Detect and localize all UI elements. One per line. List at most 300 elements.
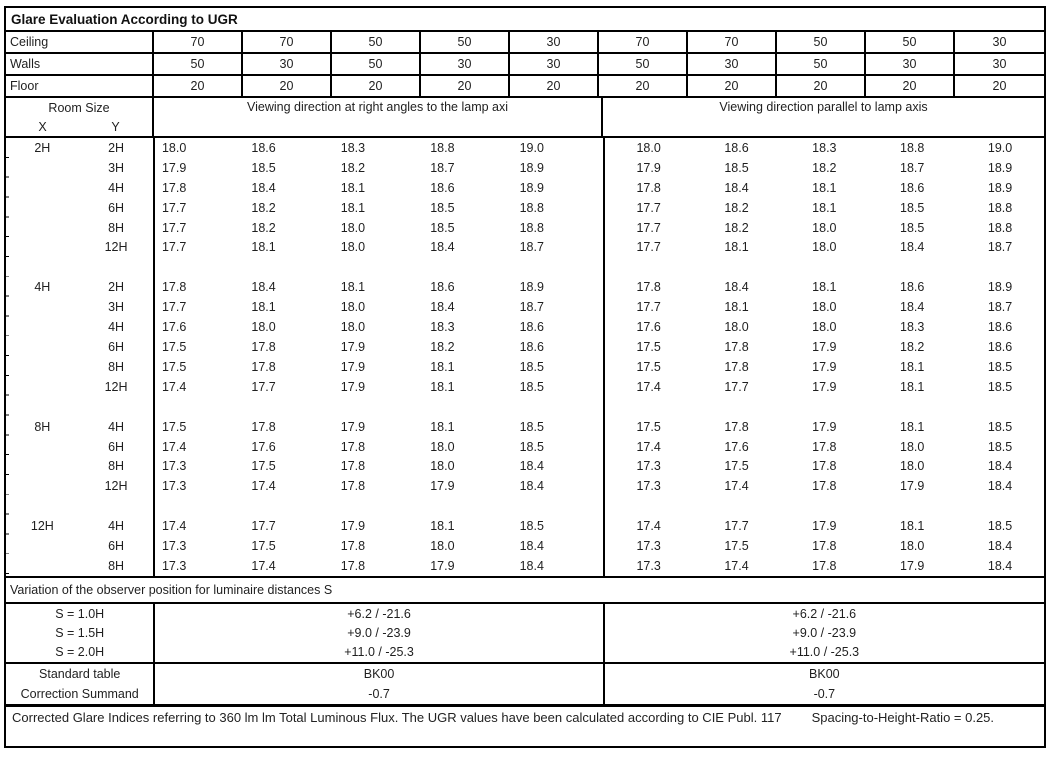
ugr-value: 18.4 [519, 479, 544, 494]
ugr-value: 18.6 [900, 180, 925, 195]
surface-label: Ceiling [6, 32, 154, 52]
ugr-value: 17.4 [724, 558, 749, 573]
ugr-values-right-angles [155, 198, 604, 218]
ugr-values-parallel [605, 198, 1044, 218]
ugr-values-right-angles [155, 457, 604, 477]
ugr-value: 18.5 [430, 220, 455, 235]
ugr-value: 18.0 [340, 220, 366, 235]
ugr-value: 18.0 [900, 459, 925, 474]
ugr-value: 17.5 [636, 340, 661, 355]
room-size-y: 4H [79, 317, 156, 337]
variation-value-right-angles: +9.0 / -23.9 [155, 623, 604, 642]
ugr-value: 17.8 [251, 419, 276, 434]
ugr-values-right-angles [155, 257, 604, 277]
ugr-value: 18.4 [519, 558, 544, 573]
summary-value-right-angles: -0.7 [155, 684, 604, 704]
ugr-value: 17.9 [812, 379, 837, 394]
ugr-value: 18.0 [900, 439, 925, 454]
ugr-value: 18.9 [987, 160, 1013, 175]
ugr-value: 18.2 [340, 160, 366, 175]
ugr-values-right-angles [155, 337, 604, 357]
room-size-label: Room Size [48, 100, 110, 115]
surface-value: 50 [777, 32, 866, 52]
ugr-value [398, 496, 487, 516]
observer-distance-row [6, 643, 1044, 662]
room-size-x: 4H [34, 280, 51, 295]
ugr-values-parallel [605, 158, 1044, 178]
ugr-value [693, 257, 781, 277]
ugr-value: 17.7 [161, 200, 187, 215]
ugr-value: 17.3 [636, 459, 661, 474]
ugr-value: 18.0 [812, 220, 837, 235]
ugr-value: 18.1 [340, 200, 366, 215]
ugr-value: 17.8 [340, 479, 366, 494]
ugr-values-right-angles [155, 397, 604, 417]
ugr-value [129, 257, 218, 277]
ugr-values-parallel [605, 476, 1044, 496]
ugr-value: 18.1 [812, 280, 837, 295]
surface-value: 50 [866, 32, 955, 52]
distance-label: S = 1.0H [6, 604, 155, 623]
surface-value: 30 [510, 32, 599, 52]
room-size-x [6, 536, 79, 556]
ugr-value: 18.8 [430, 140, 455, 155]
ugr-value [956, 397, 1044, 417]
ugr-value: 17.6 [724, 439, 749, 454]
ugr-table-row [6, 437, 1044, 457]
ugr-value: 18.1 [900, 419, 925, 434]
summary-label: Standard table [6, 664, 155, 684]
ugr-table-row [6, 158, 1044, 178]
ugr-value: 17.7 [251, 379, 276, 394]
ugr-value: 17.9 [430, 479, 455, 494]
ugr-value: 18.9 [519, 160, 544, 175]
room-size-y: 3H [79, 297, 156, 317]
ugr-value: 18.2 [724, 200, 749, 215]
room-size-x [6, 317, 79, 337]
room-size-x [6, 457, 79, 477]
ugr-value: 18.4 [987, 479, 1013, 494]
ugr-value: 18.3 [900, 320, 925, 335]
ugr-value: 19.0 [519, 140, 544, 155]
ugr-value [605, 257, 693, 277]
ugr-value [219, 257, 308, 277]
ugr-value: 18.1 [430, 379, 455, 394]
ugr-values-right-angles [155, 357, 604, 377]
surface-value: 20 [992, 79, 1007, 93]
ugr-value: 17.8 [161, 280, 187, 295]
distance-label: S = 1.5H [6, 623, 155, 642]
room-size-y: 3H [79, 158, 156, 178]
ugr-value: 18.6 [987, 320, 1013, 335]
ugr-values-parallel [605, 277, 1044, 297]
summary-row [6, 684, 1044, 704]
room-size-x [6, 377, 79, 397]
surface-value: 70 [243, 32, 332, 52]
ugr-value: 17.4 [636, 519, 661, 534]
ugr-values-right-angles [155, 437, 604, 457]
ugr-value: 18.5 [987, 519, 1013, 534]
ugr-value [605, 496, 693, 516]
ugr-value: 18.7 [987, 240, 1013, 255]
ugr-value: 17.8 [812, 479, 837, 494]
ugr-value: 17.5 [724, 539, 749, 554]
ugr-values-parallel [605, 536, 1044, 556]
surface-value: 20 [777, 76, 866, 96]
footer-text: Corrected Glare Indices referring to 360 lm lm Total Luminous Flux. The UGR values have been calculated according to CIE Publ. 117 [12, 710, 782, 725]
ugr-table-row [6, 516, 1044, 536]
ugr-value: 17.7 [636, 240, 661, 255]
ugr-value: 17.4 [161, 379, 187, 394]
ugr-value: 17.5 [724, 459, 749, 474]
ugr-table-row [6, 457, 1044, 477]
surface-value: 70 [688, 32, 777, 52]
ugr-value: 18.4 [987, 558, 1013, 573]
ugr-table-row [6, 337, 1044, 357]
surface-value: 70 [154, 32, 243, 52]
ugr-value: 18.3 [812, 140, 837, 155]
ugr-values-right-angles [155, 277, 604, 297]
ugr-value: 18.1 [430, 419, 455, 434]
ugr-value: 17.3 [161, 459, 187, 474]
room-size-x [6, 437, 79, 457]
ugr-value: 18.9 [987, 180, 1013, 195]
ugr-value: 17.3 [636, 539, 661, 554]
ugr-value: 18.6 [251, 140, 276, 155]
y-column-label: Y [111, 119, 120, 134]
room-size-y: 6H [79, 437, 156, 457]
ugr-value [487, 496, 576, 516]
room-size-x [6, 337, 79, 357]
ugr-value [129, 496, 218, 516]
ugr-value: 17.8 [340, 439, 366, 454]
ugr-values-parallel [605, 138, 1044, 158]
room-size-y: 12H [79, 238, 156, 258]
surface-value: 20 [421, 76, 510, 96]
room-size-y: 4H [79, 516, 156, 536]
room-size-x [6, 556, 79, 576]
ugr-value: 18.1 [900, 379, 925, 394]
ugr-value: 18.5 [519, 419, 544, 434]
ugr-value [398, 257, 487, 277]
observer-distance-table [6, 604, 1044, 664]
ugr-values-parallel [605, 556, 1044, 576]
ugr-values-parallel [605, 437, 1044, 457]
variation-value-right-angles: +6.2 / -21.6 [155, 604, 604, 623]
ugr-value: 18.8 [519, 200, 544, 215]
ugr-value [780, 496, 868, 516]
ugr-value: 19.0 [987, 140, 1013, 155]
ugr-value: 17.9 [340, 340, 366, 355]
ugr-value: 17.4 [636, 439, 661, 454]
ugr-value: 17.4 [251, 479, 276, 494]
surface-value: 20 [510, 76, 599, 96]
ugr-value: 17.8 [724, 359, 749, 374]
ugr-table-row [6, 178, 1044, 198]
ugr-value [780, 397, 868, 417]
room-size-x: 8H [34, 419, 51, 434]
ugr-value: 18.5 [900, 220, 925, 235]
surface-value: 50 [777, 54, 866, 74]
ugr-value: 18.1 [724, 300, 749, 315]
room-size-y: 6H [79, 198, 156, 218]
ugr-value: 18.6 [430, 180, 455, 195]
ugr-value: 18.0 [724, 320, 749, 335]
variation-section-title: Variation of the observer position for luminaire distances S [6, 578, 1044, 604]
ugr-value: 17.9 [812, 419, 837, 434]
room-size-x [6, 158, 79, 178]
ugr-value: 18.5 [519, 439, 544, 454]
surface-value: 30 [243, 54, 332, 74]
ugr-value: 17.8 [636, 280, 661, 295]
ugr-value: 17.8 [812, 558, 837, 573]
variation-value-right-angles: +11.0 / -25.3 [155, 643, 604, 662]
ugr-value: 18.8 [987, 200, 1013, 215]
surface-reflectance-table [6, 32, 1044, 98]
surface-value: 50 [332, 32, 421, 52]
surface-value: 20 [866, 76, 955, 96]
ugr-values-right-angles [155, 178, 604, 198]
ugr-value: 18.2 [251, 220, 276, 235]
ugr-table-row [6, 297, 1044, 317]
ugr-value: 17.9 [340, 519, 366, 534]
ugr-value [308, 496, 397, 516]
room-size-y: 8H [79, 357, 156, 377]
ugr-table-row [6, 138, 1044, 158]
ugr-value: 18.5 [519, 359, 544, 374]
ugr-value: 18.8 [900, 140, 925, 155]
ugr-value: 17.6 [161, 320, 187, 335]
ugr-value: 17.9 [340, 379, 366, 394]
ugr-value: 17.8 [812, 539, 837, 554]
ugr-value: 18.5 [251, 160, 276, 175]
ugr-value [956, 496, 1044, 516]
ugr-value: 18.6 [430, 280, 455, 295]
ugr-value: 17.8 [812, 459, 837, 474]
x-column-label: X [38, 119, 47, 134]
surface-value: 20 [688, 76, 777, 96]
ugr-table-row [6, 556, 1044, 576]
ugr-value: 17.9 [900, 479, 925, 494]
ugr-value: 18.1 [251, 300, 276, 315]
ugr-value: 18.0 [430, 539, 455, 554]
ugr-value: 18.1 [812, 200, 837, 215]
ugr-value: 17.8 [340, 539, 366, 554]
xy-header [6, 117, 152, 136]
ugr-values-right-angles [155, 158, 604, 178]
ugr-value: 18.9 [519, 180, 544, 195]
summary-row [6, 664, 1044, 684]
room-size-x [6, 218, 79, 238]
ugr-value [605, 397, 693, 417]
surface-value: 20 [243, 76, 332, 96]
room-size-y: 6H [79, 337, 156, 357]
ugr-value: 18.1 [340, 280, 366, 295]
ugr-value: 18.7 [900, 160, 925, 175]
ugr-datasheet [4, 6, 1046, 748]
ugr-value: 17.9 [430, 558, 455, 573]
ugr-values-parallel [605, 218, 1044, 238]
ugr-values-right-angles [155, 238, 604, 258]
ugr-values-parallel [605, 337, 1044, 357]
ugr-value: 17.9 [812, 519, 837, 534]
ugr-value: 18.1 [340, 180, 366, 195]
ugr-value: 18.8 [519, 220, 544, 235]
viewing-direction-right-angles-header: Viewing direction at right angles to the lamp axi [154, 98, 603, 136]
page-title: Glare Evaluation According to UGR [6, 8, 1044, 32]
ugr-values-parallel [605, 357, 1044, 377]
ugr-value: 18.7 [987, 300, 1013, 315]
surface-row [6, 54, 1044, 76]
surface-value: 30 [688, 54, 777, 74]
ugr-value: 17.3 [161, 539, 187, 554]
ugr-value: 18.7 [519, 300, 544, 315]
summary-value-parallel: BK00 [809, 667, 840, 681]
table-header [6, 98, 1044, 138]
summary-value-parallel: -0.7 [813, 687, 836, 701]
ugr-value: 17.6 [636, 320, 661, 335]
ugr-value: 18.5 [519, 379, 544, 394]
ugr-value: 18.4 [519, 459, 544, 474]
ugr-value: 17.8 [636, 180, 661, 195]
ugr-values-right-angles [155, 417, 604, 437]
ugr-value: 17.9 [900, 558, 925, 573]
ugr-value: 18.6 [900, 280, 925, 295]
ugr-values-parallel [605, 457, 1044, 477]
ugr-value: 18.2 [430, 340, 455, 355]
room-size-x: 2H [34, 140, 51, 155]
ugr-value: 18.5 [724, 160, 749, 175]
ugr-values-right-angles [155, 556, 604, 576]
ugr-value: 17.4 [724, 479, 749, 494]
ugr-value: 18.4 [987, 539, 1013, 554]
standard-table-summary [6, 664, 1044, 707]
ugr-value: 17.7 [161, 240, 187, 255]
ugr-values-parallel [605, 257, 1044, 277]
ugr-value: 17.8 [724, 340, 749, 355]
ugr-value: 18.6 [987, 340, 1013, 355]
ugr-value: 17.8 [161, 180, 187, 195]
ugr-table-row [6, 536, 1044, 556]
ugr-table-row [6, 238, 1044, 258]
ugr-table-row [6, 317, 1044, 337]
ugr-value: 18.4 [987, 459, 1013, 474]
ugr-value [693, 397, 781, 417]
room-size-x [6, 397, 79, 417]
spacing-to-height-ratio: Spacing-to-Height-Ratio = 0.25. [811, 710, 995, 725]
surface-value: 30 [866, 54, 955, 74]
ugr-table-row [6, 198, 1044, 218]
ugr-value [398, 397, 487, 417]
room-size-header [6, 98, 154, 136]
surface-value: 20 [154, 76, 243, 96]
ugr-value: 17.5 [636, 419, 661, 434]
ugr-value: 18.2 [812, 160, 837, 175]
ugr-values-right-angles [155, 138, 604, 158]
ugr-values-right-angles [155, 536, 604, 556]
ugr-value: 18.0 [430, 459, 455, 474]
ugr-values-right-angles [155, 476, 604, 496]
room-size-x: 12H [30, 519, 54, 534]
ugr-table-row [6, 357, 1044, 377]
ugr-value [868, 496, 956, 516]
room-size-y: 8H [79, 556, 156, 576]
ugr-value: 18.5 [519, 519, 544, 534]
surface-value: 30 [992, 57, 1007, 71]
observer-distance-row [6, 623, 1044, 642]
summary-value-right-angles: BK00 [155, 664, 604, 684]
ugr-value: 18.0 [430, 439, 455, 454]
ugr-values-right-angles [155, 218, 604, 238]
ugr-value: 18.3 [340, 140, 366, 155]
ugr-value [868, 257, 956, 277]
room-size-x [6, 496, 79, 516]
ugr-value: 17.4 [161, 439, 187, 454]
ugr-values-parallel [605, 417, 1044, 437]
ugr-value: 18.6 [519, 340, 544, 355]
ugr-value: 17.7 [724, 519, 749, 534]
ugr-value: 17.7 [161, 220, 187, 235]
ugr-value: 18.0 [900, 539, 925, 554]
ugr-value: 17.6 [251, 439, 276, 454]
ugr-value: 18.0 [340, 240, 366, 255]
ugr-value: 18.1 [430, 359, 455, 374]
ugr-value: 17.7 [636, 300, 661, 315]
surface-value: 30 [992, 35, 1007, 49]
surface-label: Floor [6, 76, 154, 96]
ugr-value: 18.5 [900, 200, 925, 215]
ugr-value: 18.4 [251, 180, 276, 195]
room-size-y: 4H [79, 178, 156, 198]
ugr-values-right-angles [155, 496, 604, 516]
ugr-value: 18.0 [812, 320, 837, 335]
surface-value: 30 [510, 54, 599, 74]
ugr-value: 18.2 [251, 200, 276, 215]
ugr-value: 18.4 [724, 180, 749, 195]
room-size-y: 6H [79, 536, 156, 556]
ugr-value-table [6, 138, 1044, 578]
ugr-value: 18.4 [430, 240, 455, 255]
ugr-value: 18.7 [519, 240, 544, 255]
ugr-value: 17.8 [251, 340, 276, 355]
ugr-value: 18.4 [724, 280, 749, 295]
ugr-value: 17.8 [340, 558, 366, 573]
ugr-value: 18.4 [900, 300, 925, 315]
ugr-value: 18.1 [724, 240, 749, 255]
ugr-values-right-angles [155, 377, 604, 397]
surface-label: Walls [6, 54, 154, 74]
ugr-table-row [6, 218, 1044, 238]
ugr-value: 18.8 [987, 220, 1013, 235]
viewing-direction-parallel-header: Viewing direction parallel to lamp axis [719, 100, 928, 114]
ugr-value: 17.4 [161, 519, 187, 534]
ugr-value: 17.9 [340, 359, 366, 374]
ugr-value: 17.5 [251, 539, 276, 554]
ugr-table-row [6, 277, 1044, 297]
ugr-value: 18.6 [519, 320, 544, 335]
ugr-value: 17.7 [636, 220, 661, 235]
ugr-table-row [6, 417, 1044, 437]
ugr-value [956, 257, 1044, 277]
surface-row [6, 76, 1044, 98]
ugr-values-parallel [605, 178, 1044, 198]
surface-value: 30 [421, 54, 510, 74]
ugr-value: 17.7 [636, 200, 661, 215]
room-size-x [6, 476, 79, 496]
variation-value-parallel: +9.0 / -23.9 [792, 625, 857, 640]
ugr-value: 17.7 [161, 300, 187, 315]
ugr-value: 17.7 [724, 379, 749, 394]
